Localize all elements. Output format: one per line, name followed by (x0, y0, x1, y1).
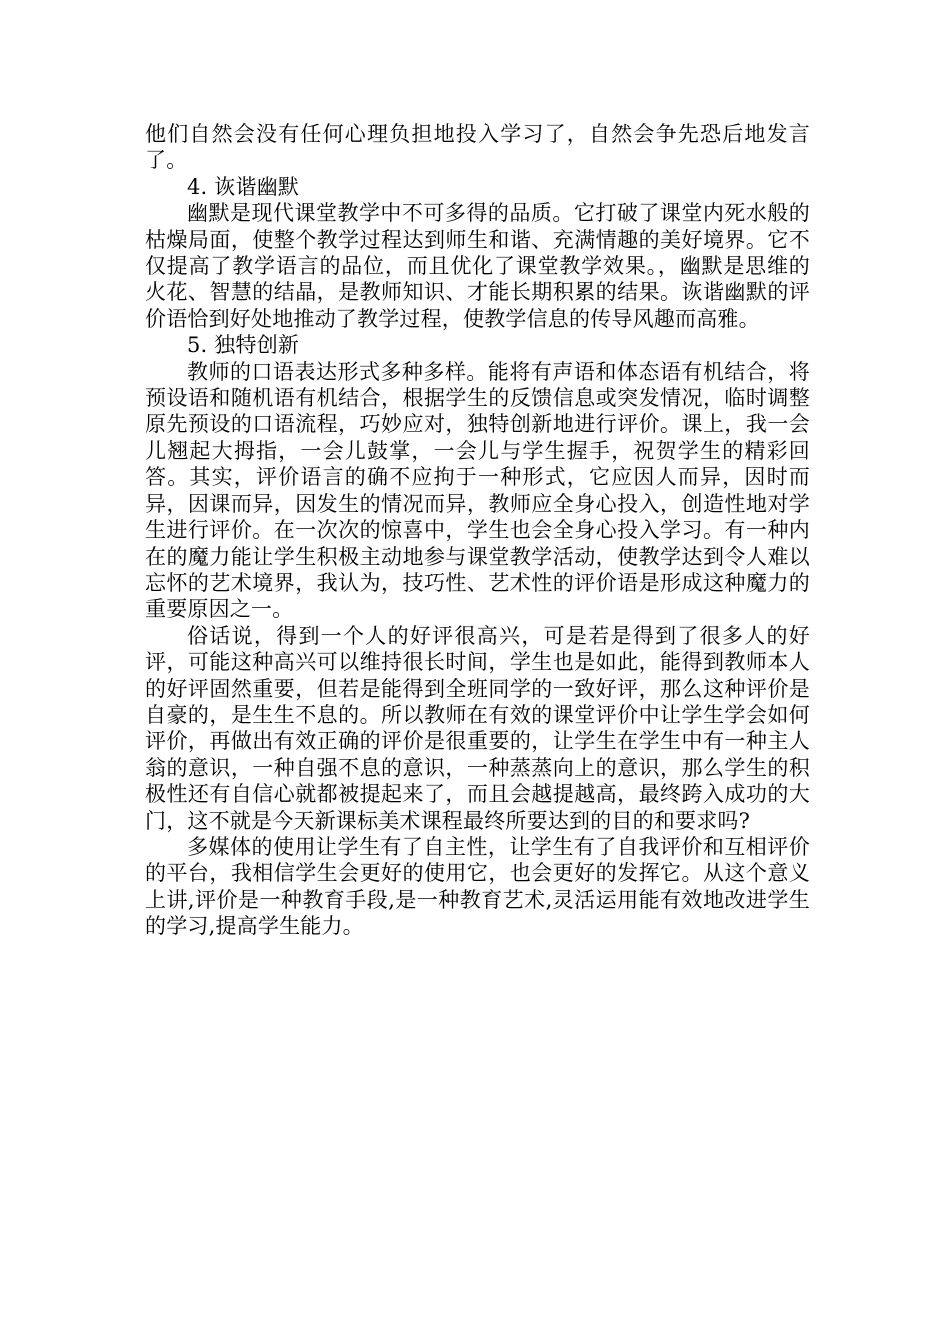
document-page (145, 121, 810, 940)
paragraph-humor: 幽默是现代课堂教学中不可多得的品质。它打破了课堂内死水般的枯燥局面，使整个教学过程达到师生和谐、充满情趣的美好境界。它不仅提高了教学语言的品位，而且优化了课堂教学效果。，幽默是思维的火花、智慧的结晶，是教师知识、才能长期积累的结果。诙谐幽默的评价语恰到好处地推动了教学过程，使教学信息的传导风趣而高雅。 (145, 201, 810, 331)
paragraph-multimedia: 多媒体的使用让学生有了自主性，让学生有了自我评价和互相评价的平台，我相信学生会更好的使用它，也会更好的发挥它。从这个意义上讲,评价是一种教育手段,是一种教育艺术,灵活运用能有效地改进学生的学习,提高学生能力。 (145, 834, 810, 939)
section-heading-innovation: 5. 独特创新 (187, 333, 300, 358)
section-heading-humor: 4. 诙谐幽默 (187, 174, 300, 199)
paragraph-peer-evaluation: 俗话说，得到一个人的好评很高兴，可是若是得到了很多人的好评，可能这种高兴可以维持很长时间，学生也是如此，能得到教师本人的好评固然重要，但若是能得到全班同学的一致好评，那么这种评价是自豪的，是生生不息的。所以教师在有效的课堂评价中让学生学会如何评价，再做出有效正确的评价是很重要的，让学生在学生中有一种主人翁的意识，一种自强不息的意识，一种蒸蒸向上的意识，那么学生的积极性还有自信心就都被提起来了，而且会越提越高，最终跨入成功的大门，这不就是今天新课标美术课程最终所要达到的目的和要求吗? (145, 623, 810, 833)
paragraph-innovation: 教师的口语表达形式多种多样。能将有声语和体态语有机结合，将预设语和随机语有机结合，根据学生的反馈信息或突发情况，临时调整原先预设的口语流程，巧妙应对，独特创新地进行评价。课上，我一会儿翘起大拇指，一会儿鼓掌，一会儿与学生握手，祝贺学生的精彩回答。其实，评价语言的确不应拘于一种形式，它应因人而异，因时而异，因课而异，因发生的情况而异，教师应全身心投入，创造性地对学生进行评价。在一次次的惊喜中，学生也会全身心投入学习。有一种内在的魔力能让学生积极主动地参与课堂教学活动，使教学达到令人难以忘怀的艺术境界，我认为，技巧性、艺术性的评价语是形成这种魔力的重要原因之一。 (145, 359, 810, 622)
paragraph-continuation: 他们自然会没有任何心理负担地投入学习了，自然会争先恐后地发言了。 (145, 122, 810, 173)
